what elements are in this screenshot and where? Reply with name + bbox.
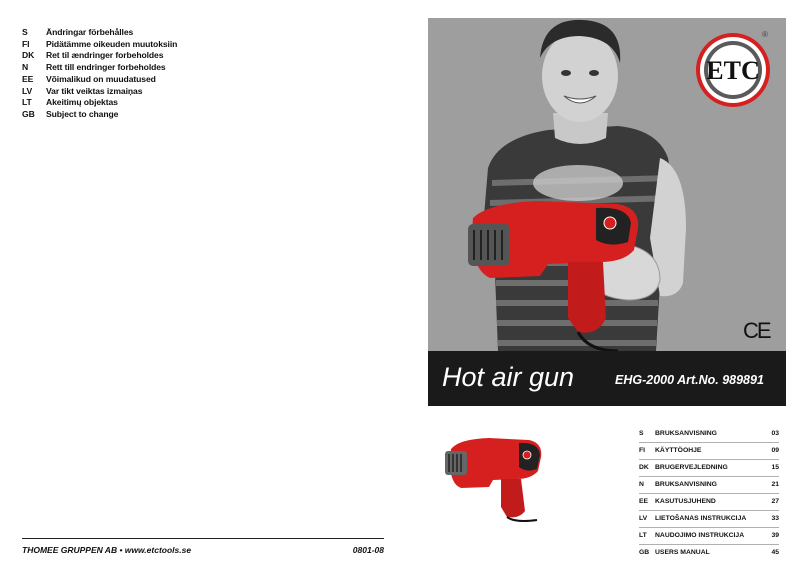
language-code: N (22, 62, 29, 73)
ce-mark: CE (743, 318, 770, 343)
contents-list (639, 430, 779, 566)
disclaimer-text: Ret til ændringer forbeholdes (46, 50, 164, 61)
contents-item (639, 498, 779, 515)
language-code: FI (639, 447, 646, 454)
row-divider (639, 459, 779, 460)
manual-title: NAUDOJIMO INSTRUKCIJA (655, 532, 745, 539)
title-band (428, 351, 786, 406)
disclaimer-item (22, 50, 177, 62)
language-code: FI (22, 38, 30, 49)
product-title: Hot air gun (442, 362, 575, 392)
language-code: LV (639, 515, 648, 522)
disclaimer-text: Võimalikud on muudatused (46, 73, 156, 84)
contents-item (639, 515, 779, 532)
page-number: 15 (771, 464, 779, 471)
language-code: EE (22, 73, 34, 84)
disclaimer-item (22, 62, 177, 74)
page-number: 03 (771, 430, 779, 437)
manual-title: KASUTUSJUHEND (655, 498, 716, 505)
manual-title: LIETOŠANAS INSTRUKCIJA (655, 515, 747, 522)
footer-divider (22, 538, 384, 539)
disclaimer-text: Akeitimų objektas (46, 97, 118, 108)
manual-title: BRUKSANVISNING (655, 481, 717, 488)
language-code: LV (22, 85, 33, 96)
disclaimer-item (22, 39, 177, 51)
page-number: 33 (771, 515, 779, 522)
page-number: 09 (771, 447, 779, 454)
page-number: 39 (771, 532, 779, 539)
manual-title: USERS MANUAL (655, 549, 710, 556)
registered-mark: ® (762, 30, 768, 39)
language-code: GB (639, 549, 650, 556)
disclaimer-list (22, 27, 177, 121)
disclaimer-item (22, 86, 177, 98)
row-divider (639, 442, 779, 443)
language-code: EE (639, 498, 649, 505)
heat-gun-product-image (441, 427, 553, 523)
row-divider (639, 493, 779, 494)
contents-item (639, 447, 779, 464)
disclaimer-text: Ändringar förbehålles (46, 27, 134, 37)
disclaimer-item (22, 97, 177, 109)
manual-title: BRUKSANVISNING (655, 430, 717, 437)
manual-title: BRUGERVEJLEDNING (655, 464, 728, 471)
contents-item (639, 532, 779, 549)
row-divider (639, 476, 779, 477)
page-number: 21 (771, 481, 779, 488)
language-code: DK (639, 464, 649, 471)
disclaimer-item (22, 74, 177, 86)
disclaimer-text: Pidätämme oikeuden muutoksiin (46, 38, 178, 49)
etc-logo (694, 31, 772, 109)
contents-item (639, 430, 779, 447)
language-code: LT (639, 532, 647, 539)
disclaimer-text: Var tikt veiktas izmaiņas (46, 85, 143, 96)
page-number: 27 (771, 498, 779, 505)
contents-item (639, 549, 779, 566)
row-divider (639, 527, 779, 528)
publisher-footer: THOMEE GRUPPEN AB • www.etctools.se (22, 545, 192, 555)
language-code: GB (22, 108, 35, 119)
row-divider (639, 510, 779, 511)
disclaimer-text: Rett till endringer forbeholdes (46, 62, 166, 73)
manual-title: KÄYTTÖOHJE (655, 447, 702, 454)
document-code: 0801-08 (352, 545, 384, 555)
contents-item (639, 464, 779, 481)
language-code: DK (22, 50, 35, 61)
page-number: 45 (771, 549, 779, 556)
language-code: S (22, 27, 28, 37)
disclaimer-item (22, 27, 177, 39)
contents-item (639, 481, 779, 498)
language-code: S (639, 430, 644, 437)
row-divider (639, 544, 779, 545)
disclaimer-text: Subject to change (46, 108, 119, 119)
language-code: N (639, 481, 644, 488)
language-code: LT (22, 97, 32, 108)
brand-name: ETC (706, 56, 760, 85)
disclaimer-item (22, 109, 177, 121)
model-article-number: EHG-2000 Art.No. 989891 (615, 373, 764, 387)
